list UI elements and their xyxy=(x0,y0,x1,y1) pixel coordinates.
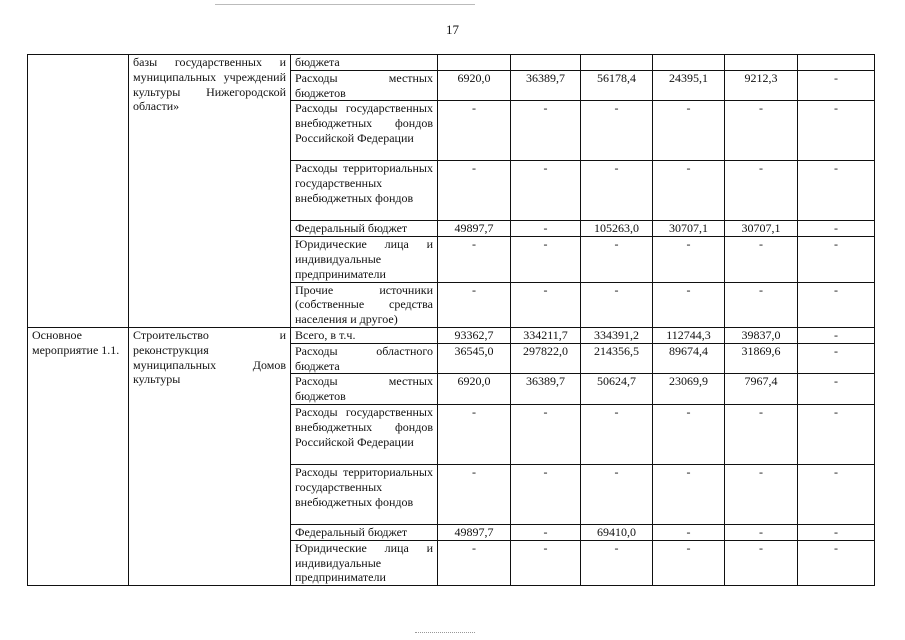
value-cell: - xyxy=(581,540,653,585)
value-cell: 49897,7 xyxy=(438,221,511,237)
value-cell: - xyxy=(511,282,581,327)
value-cell: - xyxy=(438,540,511,585)
value-cell: - xyxy=(438,101,511,161)
value-cell: - xyxy=(653,237,725,282)
value-cell: - xyxy=(581,282,653,327)
value-cell: 49897,7 xyxy=(438,524,511,540)
table-row xyxy=(28,55,875,71)
activity-label-cell: Основное мероприятие 1.1. xyxy=(28,327,129,585)
value-cell: - xyxy=(798,524,875,540)
value-cell: - xyxy=(725,540,798,585)
funding-source-cell: Расходы государственных внебюджетных фондов Российской Федерации xyxy=(291,101,438,161)
value-cell: - xyxy=(511,540,581,585)
value-cell xyxy=(653,55,725,71)
funding-source-cell: Федеральный бюджет xyxy=(291,524,438,540)
value-cell: 334391,2 xyxy=(581,327,653,343)
value-cell: - xyxy=(511,524,581,540)
funding-source-cell: Расходы областного бюджета xyxy=(291,343,438,374)
value-cell: - xyxy=(511,237,581,282)
funding-source-cell: Расходы территориальных государственных внебюджетных фондов xyxy=(291,464,438,524)
page-number: 17 xyxy=(446,22,459,37)
value-cell: 23069,9 xyxy=(653,374,725,405)
value-cell: - xyxy=(581,464,653,524)
value-cell: - xyxy=(798,70,875,101)
value-cell: 105263,0 xyxy=(581,221,653,237)
value-cell: 69410,0 xyxy=(581,524,653,540)
value-cell: 6920,0 xyxy=(438,374,511,405)
value-cell: - xyxy=(653,540,725,585)
table-row xyxy=(28,327,875,343)
value-cell: - xyxy=(798,161,875,221)
value-cell: - xyxy=(581,404,653,464)
value-cell: 36545,0 xyxy=(438,343,511,374)
value-cell: - xyxy=(653,524,725,540)
value-cell xyxy=(438,55,511,71)
value-cell: - xyxy=(653,464,725,524)
activity-label-cell xyxy=(28,55,129,328)
value-cell: 30707,1 xyxy=(653,221,725,237)
value-cell: 9212,3 xyxy=(725,70,798,101)
value-cell: 39837,0 xyxy=(725,327,798,343)
value-cell: - xyxy=(798,101,875,161)
value-cell: - xyxy=(725,237,798,282)
value-cell: 7967,4 xyxy=(725,374,798,405)
value-cell: - xyxy=(725,404,798,464)
value-cell: - xyxy=(798,374,875,405)
value-cell: 36389,7 xyxy=(511,374,581,405)
value-cell: - xyxy=(511,221,581,237)
value-cell: - xyxy=(438,161,511,221)
value-cell: - xyxy=(581,161,653,221)
value-cell: - xyxy=(725,524,798,540)
funding-source-cell: Юридические лица и индивидуальные предприниматели xyxy=(291,540,438,585)
budget-table xyxy=(27,54,875,586)
value-cell: - xyxy=(798,237,875,282)
value-cell: 56178,4 xyxy=(581,70,653,101)
value-cell: - xyxy=(725,464,798,524)
value-cell: - xyxy=(725,161,798,221)
value-cell: - xyxy=(798,327,875,343)
value-cell: - xyxy=(725,101,798,161)
value-cell: 30707,1 xyxy=(725,221,798,237)
value-cell: 93362,7 xyxy=(438,327,511,343)
funding-source-cell: бюджета xyxy=(291,55,438,71)
value-cell: - xyxy=(798,343,875,374)
value-cell: - xyxy=(798,404,875,464)
value-cell xyxy=(725,55,798,71)
top-rule xyxy=(215,4,475,5)
value-cell: - xyxy=(653,101,725,161)
funding-source-cell: Федеральный бюджет xyxy=(291,221,438,237)
value-cell xyxy=(798,55,875,71)
value-cell: - xyxy=(438,282,511,327)
value-cell: 112744,3 xyxy=(653,327,725,343)
value-cell: - xyxy=(438,404,511,464)
value-cell: 334211,7 xyxy=(511,327,581,343)
value-cell: - xyxy=(798,282,875,327)
value-cell: - xyxy=(798,464,875,524)
value-cell: - xyxy=(653,404,725,464)
value-cell: - xyxy=(511,161,581,221)
value-cell: - xyxy=(798,540,875,585)
value-cell: 297822,0 xyxy=(511,343,581,374)
bottom-rule xyxy=(415,632,475,633)
funding-source-cell: Расходы местных бюджетов xyxy=(291,374,438,405)
value-cell: - xyxy=(798,221,875,237)
value-cell: - xyxy=(581,237,653,282)
funding-source-cell: Всего, в т.ч. xyxy=(291,327,438,343)
value-cell: 24395,1 xyxy=(653,70,725,101)
value-cell xyxy=(511,55,581,71)
funding-source-cell: Юридические лица и индивидуальные предприниматели xyxy=(291,237,438,282)
value-cell: 6920,0 xyxy=(438,70,511,101)
value-cell: - xyxy=(438,237,511,282)
funding-source-cell: Прочие источники (собственные средства населения и другое) xyxy=(291,282,438,327)
value-cell: - xyxy=(438,464,511,524)
value-cell: - xyxy=(511,101,581,161)
value-cell: 214356,5 xyxy=(581,343,653,374)
value-cell: 31869,6 xyxy=(725,343,798,374)
value-cell: 50624,7 xyxy=(581,374,653,405)
table-body xyxy=(28,55,875,586)
value-cell xyxy=(581,55,653,71)
value-cell: - xyxy=(581,101,653,161)
value-cell: - xyxy=(511,404,581,464)
value-cell: - xyxy=(725,282,798,327)
funding-source-cell: Расходы местных бюджетов xyxy=(291,70,438,101)
funding-source-cell: Расходы государственных внебюджетных фондов Российской Федерации xyxy=(291,404,438,464)
activity-description-cell: базы государственных и муниципальных учреждений культуры Нижегородской области» xyxy=(129,55,291,328)
value-cell: - xyxy=(511,464,581,524)
value-cell: - xyxy=(653,161,725,221)
value-cell: 36389,7 xyxy=(511,70,581,101)
activity-description-cell: Строительство и реконструкция муниципальных Домов культуры xyxy=(129,327,291,585)
value-cell: - xyxy=(653,282,725,327)
value-cell: 89674,4 xyxy=(653,343,725,374)
funding-source-cell: Расходы территориальных государственных внебюджетных фондов xyxy=(291,161,438,221)
